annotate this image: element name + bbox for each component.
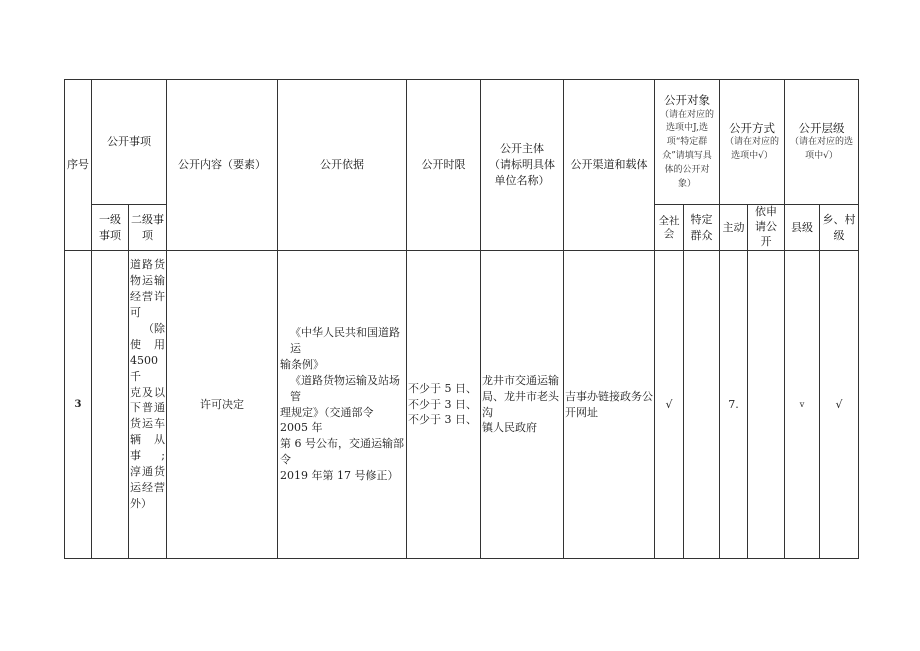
header-target-note: （请在对应的选项中J,选项“特定群众”请填写具体的公开对象） — [659, 109, 714, 190]
header-target-specific: 特定群众 — [684, 205, 720, 251]
header-seq: 序号 — [65, 80, 92, 251]
cell-channel: 吉事办链接政务公 开网址 — [564, 251, 655, 559]
cell-level-town: √ — [820, 251, 859, 559]
cell-target-specific — [684, 251, 720, 559]
header-time-limit: 公开时限 — [407, 80, 481, 251]
cell-basis: 《中华人民共和国道路运 输条例》 《道路货物运输及站场管 理规定》（交通部令 2005 年 第 6 号公布，交通运输部令 2019 年第 17 号修正） — [278, 251, 407, 559]
header-item: 公开事项 — [92, 80, 167, 205]
header-mode-note: （请在对应的选项中√） — [724, 137, 779, 162]
cell-mode-active: 7. — [720, 251, 748, 559]
table-row — [65, 251, 859, 559]
header-subject — [481, 80, 564, 251]
header-content: 公开内容（要素） — [167, 80, 278, 251]
header-level-county: 县级 — [785, 205, 820, 251]
header-level-note: （请在对应的选项中√） — [789, 137, 853, 162]
header-target-title: 公开对象 — [664, 92, 710, 107]
cell-level-county: v — [785, 251, 820, 559]
header-channel: 公开渠道和载体 — [564, 80, 655, 251]
header-target-all: 全社会 — [655, 205, 684, 251]
header-level-title: 公开层级 — [798, 120, 845, 135]
header-item-l1: 一级事项 — [92, 205, 129, 251]
cell-item-l2: 道路货 物运输 经营许 可 （除 使 用 4500 千 克及以 下普通 货运车 辆从事; 淳通货 运经营 外） — [129, 251, 167, 559]
header-subject-note: （请标明具体单位名称） — [489, 158, 555, 187]
header-level — [785, 80, 859, 205]
header-mode-active: 主动 — [720, 205, 748, 251]
header-level-town: 乡、村级 — [820, 205, 859, 251]
disclosure-table — [64, 79, 859, 559]
cell-mode-request — [748, 251, 785, 559]
cell-content: 许可决定 — [167, 251, 278, 559]
cell-item-l1 — [92, 251, 129, 559]
header-mode-request: 依申请公开 — [748, 205, 785, 251]
cell-subject: 龙井市交通运输 局、龙井市老头沟 镇人民政府 — [481, 251, 564, 559]
cell-seq: 3 — [65, 251, 92, 559]
header-mode — [720, 80, 785, 205]
header-basis: 公开依据 — [278, 80, 407, 251]
header-target — [655, 80, 720, 205]
header-subject-title: 公开主体 — [500, 142, 544, 156]
header-item-l2: 二级事项 — [129, 205, 167, 251]
header-row-1 — [65, 80, 859, 205]
cell-target-all: √ — [655, 251, 684, 559]
cell-time-limit: 不少于 5 日、 不少于 3 日、 不少于 3 日、 — [407, 251, 481, 559]
header-mode-title: 公开方式 — [729, 120, 775, 135]
